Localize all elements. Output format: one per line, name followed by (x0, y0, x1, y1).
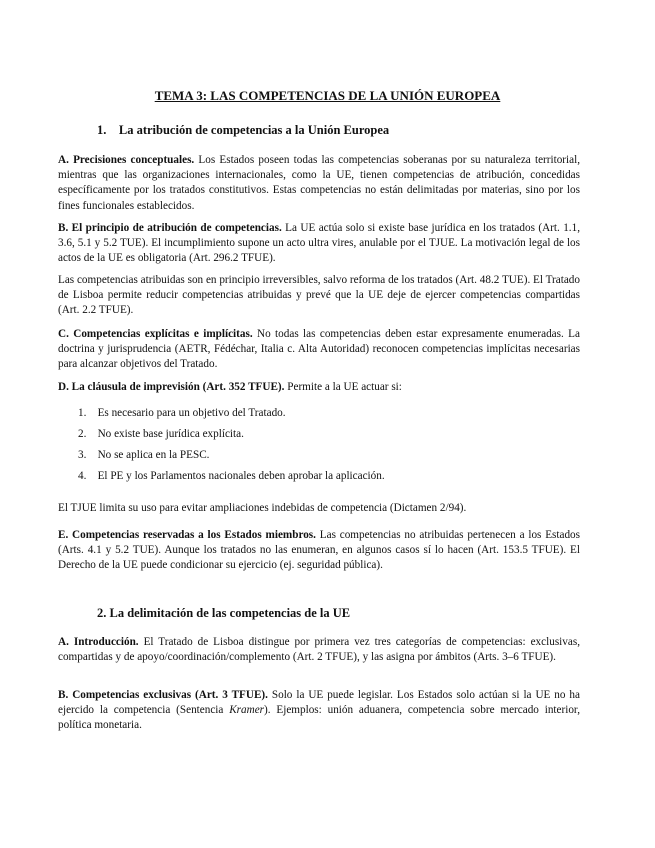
paragraph-1c-lead: C. Competencias explícitas e implícitas. (58, 328, 253, 340)
paragraph-2b-lead: B. Competencias exclusivas (Art. 3 TFUE). (58, 689, 268, 701)
paragraph-1b (58, 221, 580, 267)
list-item: 4. El PE y los Parlamentos nacionales deben aprobar la aplicación. (78, 470, 385, 482)
case-name-kramer: Kramer (229, 704, 265, 717)
document-title: TEMA 3: LAS COMPETENCIAS DE LA UNIÓN EUROPEA (154, 88, 501, 103)
section-1-title: La atribución de competencias a la Unión Europea (118, 123, 390, 137)
paragraph-2b (58, 688, 580, 734)
list-item: 2. No existe base jurídica explícita. (78, 428, 244, 440)
paragraph-1e-text: Las competencias no atribuidas pertenecen a los Estados (Arts. 4.1 y 5.2 TUE). Aunque los tratados no las enumeran, en algunos casos sí lo hacen (Art. 153.5 TFUE). El Derecho de la UE puede condicionar su ejercicio (ej. seguridad pública). (58, 529, 581, 572)
paragraph-1a-lead: A. Precisiones conceptuales. (58, 154, 195, 166)
paragraph-2a (58, 635, 580, 665)
paragraph-2b-text-after: ). Ejemplos: unión aduanera, competencia sobre mercado interior, política monetaria. (58, 704, 581, 732)
paragraph-1a (58, 153, 580, 214)
paragraph-1d-text: Permite a la UE actuar si: (284, 381, 402, 393)
paragraph-2b-text-before: Solo la UE puede legislar. Los Estados solo actúan si la UE no ha ejercido la competencia (Sentencia (58, 689, 580, 717)
paragraph-2a-lead: A. Introducción. (58, 636, 139, 648)
paragraph-1e (58, 528, 580, 574)
paragraph-1d-after: El TJUE limita su uso para evitar ampliaciones indebidas de competencia (Dictamen 2/94). (58, 502, 467, 514)
list-item: 1. Es necesario para un objetivo del Tratado. (78, 407, 286, 419)
paragraph-1e-lead: E. Competencias reservadas a los Estados miembros. (58, 529, 316, 541)
paragraph-1c (58, 327, 580, 373)
section-2-heading: 2. La delimitación de las competencias de la UE (97, 606, 351, 620)
paragraph-1b-lead: B. El principio de atribución de competencias. (58, 222, 282, 234)
paragraph-2a-text: El Tratado de Lisboa distingue por primera vez tres categorías de competencias: exclusivas, compartidas y de apoyo/coordinación/complemento (Art. 2 TFUE), y las asigna por ámbitos (Arts. 3–6 TFUE). (58, 636, 580, 664)
paragraph-1d-lead: D. La cláusula de imprevisión (Art. 352 TFUE). (58, 381, 285, 393)
paragraph-1d (58, 380, 580, 395)
paragraph-1a-text: Los Estados poseen todas las competencias soberanas por su naturaleza territorial, mientras que las organizaciones internacionales, como la UE, tienen competencias de atribución, concedidas específicamente por los tratados constitutivos. Estas competencias no están delimitadas por materias, sino por los fines funcionales establecidos. (58, 154, 580, 212)
paragraph-1c-text: No todas las competencias deben estar expresamente enumeradas. La doctrina y jurisprudencia (AETR, Fédéchar, Italia c. Alta Autoridad) reconocen competencias implícitas necesarias para alcanzar objetivos del Tratado. (58, 328, 580, 371)
section-1-number: 1. (97, 123, 107, 137)
list-item: 3. No se aplica en la PESC. (78, 449, 210, 461)
section-1-heading (97, 123, 389, 138)
paragraph-1b-text: La UE actúa solo si existe base jurídica en los tratados (Art. 1.1, 3.6, 5.1 y 5.2 TUE). El incumplimiento supone un acto ultra vires, anulable por el TJUE. La motivación legal de los actos de la UE es obligatoria (Art. 296.2 TFUE). (58, 222, 580, 265)
paragraph-1b-2: Las competencias atribuidas son en principio irreversibles, salvo reforma de los tratados (Art. 48.2 TUE). El Tratado de Lisboa permite reducir competencias atribuidas y prevé que la UE deje de ejercer competencias compartidas (Art. 2.2 TFUE). (58, 274, 580, 317)
